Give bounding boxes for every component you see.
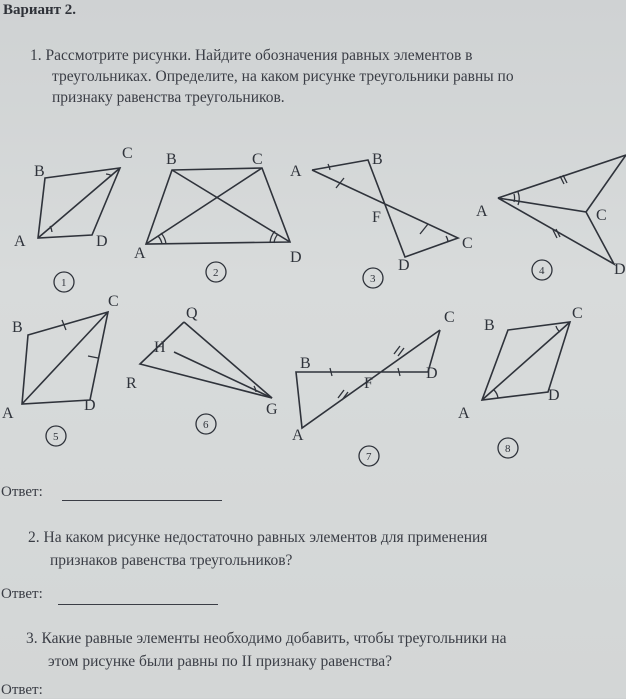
fig2-label-a: A <box>134 245 146 262</box>
fig2-number: 2 <box>213 267 219 279</box>
fig4-label-a: A <box>476 203 488 220</box>
figure-5 <box>2 293 119 446</box>
fig4-number: 4 <box>539 265 545 277</box>
fig1-label-d: D <box>96 233 108 250</box>
fig6-label-g: G <box>266 401 278 418</box>
question-2-line-1: 2. На каком рисунке недостаточно равных элементов для применения <box>28 529 488 546</box>
question-1-line-2: треугольниках. Определите, на каком рисунке треугольники равны по <box>52 68 514 85</box>
answer-2-line[interactable] <box>58 604 218 605</box>
fig5-label-b: B <box>12 319 23 336</box>
fig2-label-d: D <box>290 249 302 266</box>
fig1-label-c: C <box>122 145 133 162</box>
fig5-label-d: D <box>84 397 96 414</box>
fig7-label-b: B <box>300 355 311 372</box>
fig7-label-f: F <box>364 375 373 392</box>
answer-3-label: Ответ: <box>1 682 43 698</box>
answer-1-line[interactable] <box>62 500 222 501</box>
figure-2 <box>134 151 302 282</box>
question-1-line-1: 1. Рассмотрите рисунки. Найдите обозначения равных элементов в <box>30 47 473 64</box>
fig8-label-a: A <box>458 405 470 422</box>
fig8-number: 8 <box>505 443 511 455</box>
fig7-label-a: A <box>292 427 304 444</box>
fig7-label-d: D <box>426 365 438 382</box>
answer-1-label: Ответ: <box>1 484 43 500</box>
figure-3 <box>290 151 473 288</box>
question-2-line-2: признаков равенства треугольников? <box>50 552 293 569</box>
fig3-label-c: C <box>462 235 473 252</box>
fig8-label-c: C <box>572 305 583 322</box>
fig3-label-a: A <box>290 163 302 180</box>
fig3-label-b: B <box>372 151 383 168</box>
figure-8 <box>458 305 583 458</box>
figure-7 <box>292 309 455 466</box>
figure-6 <box>126 305 278 434</box>
fig4-label-c: C <box>596 207 607 224</box>
fig5-label-a: A <box>2 405 14 422</box>
fig6-number: 6 <box>203 419 209 431</box>
fig8-label-d: D <box>548 387 560 404</box>
fig5-number: 5 <box>53 431 59 443</box>
fig4-label-d: D <box>614 261 626 278</box>
question-1-line-3: признаку равенства треугольников. <box>52 89 285 106</box>
answer-2-label: Ответ: <box>1 586 43 602</box>
figure-1 <box>14 145 133 292</box>
fig1-label-a: A <box>14 233 26 250</box>
fig3-number: 3 <box>370 273 376 285</box>
fig8-label-b: B <box>484 317 495 334</box>
fig6-label-r: R <box>126 375 137 392</box>
fig6-label-q: Q <box>186 305 198 322</box>
fig6-label-h: H <box>154 339 166 356</box>
fig1-number: 1 <box>61 277 67 289</box>
fig2-label-c: C <box>252 151 263 168</box>
question-3-line-2: этом рисунке были равны по II признаку равенства? <box>48 653 393 670</box>
question-3-line-1: 3. Какие равные элементы необходимо добавить, чтобы треугольники на <box>26 630 507 647</box>
fig3-label-f: F <box>372 209 381 226</box>
fig1-label-b: B <box>34 163 45 180</box>
figure-4 <box>476 155 626 280</box>
fig7-number: 7 <box>366 451 372 463</box>
fig7-label-c: C <box>444 309 455 326</box>
variant-title: Вариант 2. <box>3 2 77 18</box>
fig2-label-b: B <box>166 151 177 168</box>
fig5-label-c: C <box>108 293 119 310</box>
fig3-label-d: D <box>398 257 410 274</box>
